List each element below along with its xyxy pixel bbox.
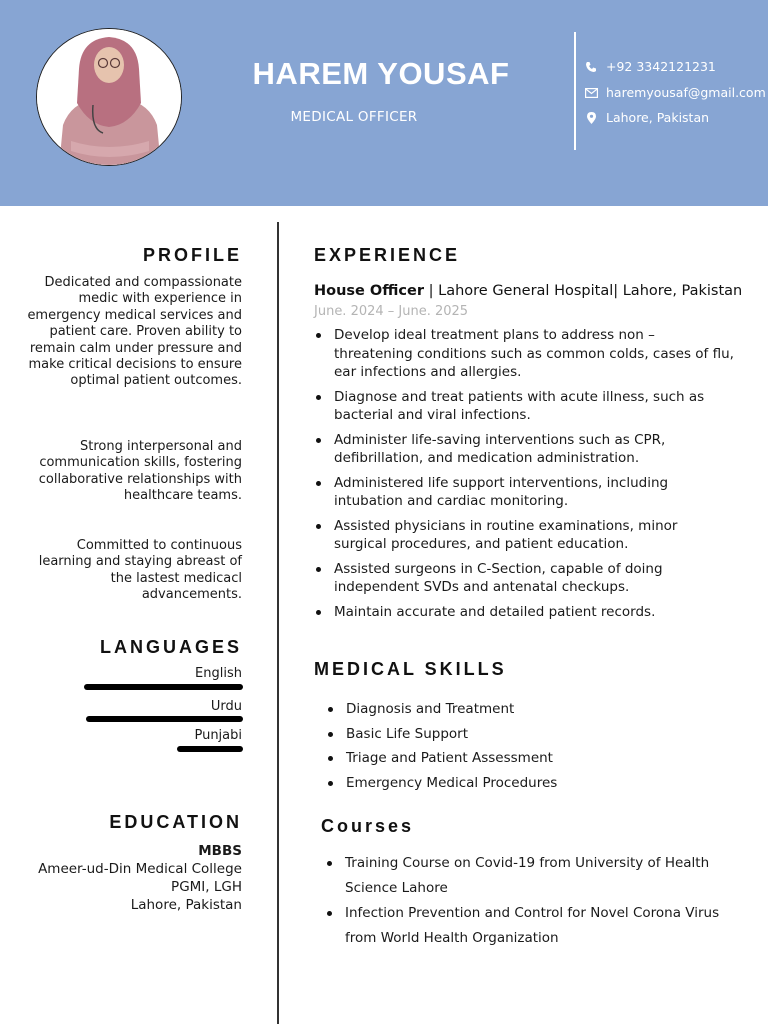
column-divider: [277, 222, 279, 1024]
job-position: House Officer: [314, 283, 425, 299]
list-item: Assisted physicians in routine examinations, minor surgical procedures, and patient education.: [314, 517, 734, 554]
profile-photo-illustration: [37, 29, 182, 166]
list-item: Triage and Patient Assessment: [326, 748, 626, 768]
language-punjabi-bar: [177, 746, 243, 752]
skills-heading: MEDICAL SKILLS: [314, 659, 507, 679]
location-pin-icon: [584, 111, 598, 125]
profile-heading: PROFILE: [142, 245, 242, 265]
email-address: haremyousaf@gmail.com: [606, 85, 766, 100]
profile-paragraph-2: Strong interpersonal and communication skills, fostering collaborative relationships with healthcare teams.: [38, 439, 242, 504]
experience-heading: EXPERIENCE: [314, 245, 461, 265]
language-urdu-bar: [86, 716, 243, 722]
courses-heading: Courses: [321, 816, 415, 836]
language-urdu: Urdu: [210, 699, 242, 714]
experience-list: [314, 326, 734, 627]
language-english-bar: [84, 684, 243, 690]
skills-list: [326, 699, 626, 797]
languages-heading: LANGUAGES: [99, 637, 242, 657]
list-item: Administer life-saving interventions such as CPR, defibrillation, and medication administration.: [314, 431, 734, 468]
language-english: English: [195, 666, 242, 681]
job-organization: | Lahore General Hospital| Lahore, Pakistan: [424, 283, 743, 299]
profile-paragraph-1: Dedicated and compassionate medic with experience in emergency medical services and patient care. Proven ability to remain calm under pressure and make critical decisions to ensure optimal patient outcomes.: [27, 275, 242, 389]
candidate-name: HAREM YOUSAF: [252, 56, 510, 91]
contact-location: [584, 110, 709, 125]
mail-icon: [584, 86, 598, 100]
job-line: [314, 283, 742, 299]
contact-phone: [584, 59, 716, 74]
list-item: Emergency Medical Procedures: [326, 773, 626, 793]
job-dates: June. 2024 – June. 2025: [314, 304, 469, 319]
header-banner: [0, 0, 768, 206]
education-institution: Ameer-ud-Din Medical College: [38, 861, 242, 877]
header-divider: [574, 32, 576, 150]
list-item: Assisted surgeons in C-Section, capable of doing independent SVDs and antenatal checkups.: [314, 560, 734, 597]
contact-email: [584, 85, 766, 100]
list-item: Infection Prevention and Control for Novel Corona Virus from World Health Organization: [325, 901, 725, 951]
list-item: Develop ideal treatment plans to address non – threatening conditions such as common colds, cases of flu, ear infections and allergies.: [314, 326, 734, 382]
list-item: Basic Life Support: [326, 724, 626, 744]
education-heading: EDUCATION: [109, 812, 242, 832]
location-text: Lahore, Pakistan: [606, 110, 710, 125]
list-item: Administered life support interventions, including intubation and cardiac monitoring.: [314, 474, 734, 511]
list-item: Training Course on Covid-19 from University of Health Science Lahore: [325, 851, 725, 901]
list-item: Diagnose and treat patients with acute illness, such as bacterial and viral infections.: [314, 388, 734, 425]
list-item: Maintain accurate and detailed patient records.: [314, 603, 734, 622]
education-location: Lahore, Pakistan: [130, 897, 242, 913]
phone-number: +92 3342121231: [606, 59, 716, 74]
education-degree: MBBS: [198, 843, 242, 859]
education-affiliation: PGMI, LGH: [171, 879, 242, 895]
profile-paragraph-3: Committed to continuous learning and staying abreast of the lastest medicacl advancements.: [38, 538, 242, 603]
job-title: MEDICAL OFFICER: [290, 109, 418, 125]
courses-list: [325, 851, 725, 951]
phone-icon: [584, 60, 598, 74]
list-item: Diagnosis and Treatment: [326, 699, 626, 719]
profile-photo: [36, 28, 182, 166]
language-punjabi: Punjabi: [194, 728, 242, 743]
